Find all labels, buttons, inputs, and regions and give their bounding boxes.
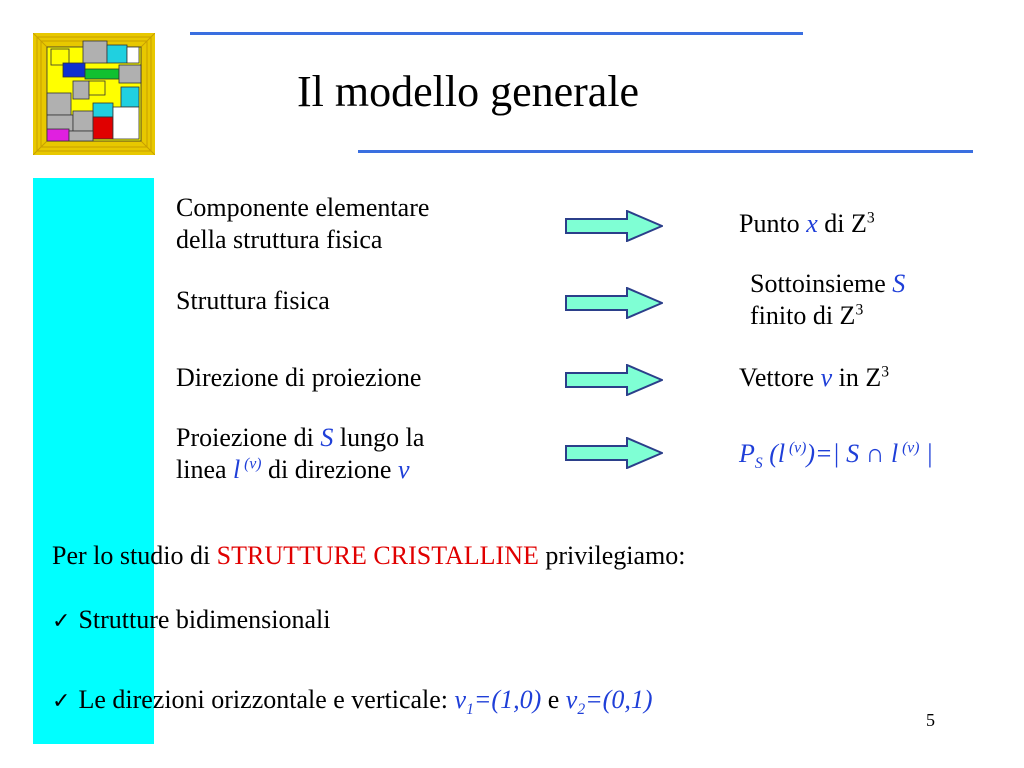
row2-right-pre: Sottoinsieme	[750, 269, 893, 298]
check-icon: ✓	[52, 609, 71, 634]
v1-label: v	[454, 685, 467, 714]
row1-left	[176, 192, 429, 256]
row2-right-sup: 3	[855, 301, 864, 319]
v2-sub: 2	[577, 701, 586, 719]
row4-left-post: lungo la	[333, 423, 425, 452]
intro-pre: Per lo studio di	[52, 541, 217, 570]
row1-right-pre: Punto	[739, 209, 807, 238]
formula-sup1: (v)	[785, 439, 807, 457]
row2-right-line2: finito di Z	[750, 301, 856, 330]
bullet-1	[52, 604, 330, 638]
row3-right-pre: Vettore	[739, 363, 821, 392]
bullet-2	[52, 684, 653, 718]
bottom-rule	[358, 150, 973, 153]
formula-mid: )=|	[806, 439, 847, 468]
and-word: e	[541, 685, 566, 714]
formula-cap: ∩	[859, 439, 891, 468]
v1-value: =(1,0)	[473, 685, 542, 714]
right-arrow-icon	[565, 364, 663, 396]
formula-P: P	[739, 439, 755, 468]
row1-right-sup: 3	[866, 209, 875, 227]
row4-left-line2-post: di direzione	[261, 455, 398, 484]
row3-right-post: in Z	[832, 363, 882, 392]
right-arrow-icon	[565, 210, 663, 242]
formula-l2: l	[890, 439, 899, 468]
top-rule	[190, 32, 803, 35]
row3-right	[739, 362, 889, 394]
row3-left: Direzione di proiezione	[176, 363, 422, 392]
row2-left: Struttura fisica	[176, 286, 330, 315]
bullet-2-pre: Le direzioni orizzontale e verticale:	[78, 685, 455, 714]
slide-title: Il modello generale	[297, 67, 640, 116]
formula-sub-S: S	[754, 455, 763, 473]
row4-left-line2-pre: linea	[176, 455, 234, 484]
projection-formula	[739, 438, 934, 473]
formula-end: |	[919, 439, 934, 468]
row2-right	[750, 268, 905, 332]
v1-sub: 1	[466, 701, 474, 719]
sup-v: (v)	[240, 455, 262, 473]
row1-right-post: di Z	[817, 209, 867, 238]
bullet-1-text: Strutture bidimensionali	[78, 605, 331, 634]
var-v: v	[397, 455, 410, 484]
side-bar	[33, 178, 154, 744]
var-x: x	[806, 209, 818, 238]
row4-left-pre: Proiezione di	[176, 423, 321, 452]
right-arrow-icon	[565, 287, 663, 319]
var-S: S	[320, 423, 334, 452]
var-S: S	[892, 269, 906, 298]
row4-left	[176, 422, 424, 486]
intro-post: privilegiamo:	[538, 541, 686, 570]
row3-right-sup: 3	[881, 363, 890, 381]
row1-left-line2: della struttura fisica	[176, 225, 383, 254]
check-icon: ✓	[52, 689, 71, 714]
var-l: l	[233, 455, 241, 484]
tiled-grid-logo	[33, 33, 155, 155]
v2-label: v	[565, 685, 578, 714]
formula-sup2: (v)	[898, 439, 920, 457]
intro-line	[52, 540, 685, 572]
right-arrow-icon	[565, 437, 663, 469]
formula-open: (	[762, 439, 778, 468]
intro-highlight: STRUTTURE CRISTALLINE	[216, 541, 539, 570]
formula-l: l	[777, 439, 786, 468]
page-number: 5	[926, 710, 935, 730]
var-v: v	[820, 363, 833, 392]
row1-right	[739, 208, 875, 240]
row1-left-line1: Componente elementare	[176, 193, 430, 222]
formula-S: S	[846, 439, 860, 468]
v2-value: =(0,1)	[585, 685, 653, 714]
